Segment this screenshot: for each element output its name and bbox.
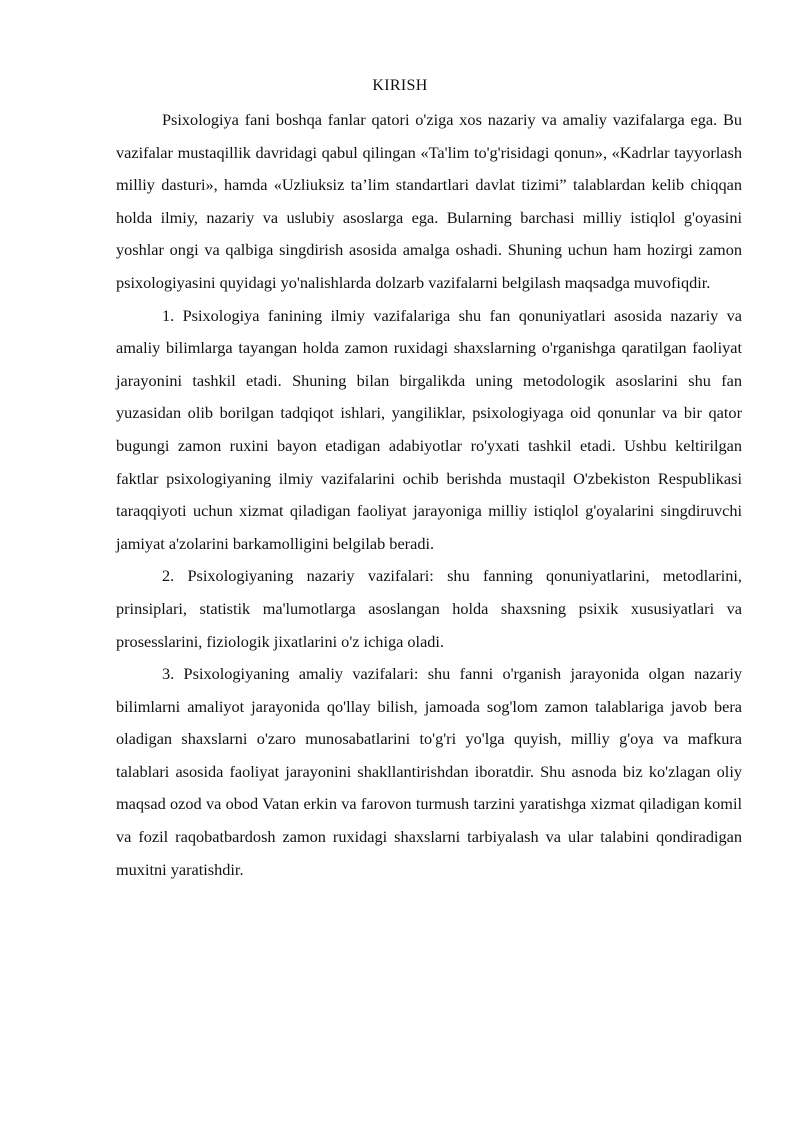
paragraph-intro: Psixologiya fani boshqa fanlar qatori o'ziga xos nazariy va amaliy vazifalarga ega. Bu vazifalar mustaqillik davridagi qabul qilingan «Ta'lim to'g'risidagi qonun», «Kadrlar tayyorlash milliy dasturi», hamda «Uzliuksiz ta’lim standartlari davlat tizimi” talablardan kelib chiqqan holda ilmiy, nazariy va uslubiy asoslarga ega. Bularning barchasi milliy istiqlol g'oyasini yoshlar ongi va qalbiga singdirish asosida amalga oshadi. Shuning uchun ham hozirgi zamon psixologiyasini quyidagi yo'nalishlarda dolzarb vazifalarni belgilash maqsadga muvofiqdir. — [116, 110, 742, 292]
paragraph-theoretical-tasks: 2. Psixologiyaning nazariy vazifalari: shu fanning qonuniyatlarini, metodlarini, prinsiplari, statistik ma'lumotlarga asoslangan holda shaxsning psixik xususiyatlari va prosesslarini, fiziologik jixatlarini o'z ichiga oladi. — [116, 566, 742, 651]
paragraph-scientific-tasks: 1. Psixologiya fanining ilmiy vazifalariga shu fan qonuniyatlari asosida nazariy va amaliy bilimlarga tayangan holda zamon ruxidagi shaxslarning o'rganishga qaratilgan faoliyat jarayonini tashkil etadi. Shuning bilan birgalikda uning metodologik asoslarini shu fan yuzasidan olib borilgan tadqiqot ishlari, yangiliklar, psixologiyaga oid qonunlar va bir qator bugungi zamon ruxini bayon etadigan adabiyotlar ro'yxati tashkil etadi. Ushbu keltirilgan faktlar psixologiyaning ilmiy vazifalarini ochib berishda mustaqil O'zbekiston Respublikasi taraqqiyoti uchun xizmat qiladigan faoliyat jarayoniga milliy istiqlol g'oyalarini singdiruvchi jamiyat a'zolarini barkamolligini belgilab beradi. — [116, 305, 742, 553]
document-title: KIRISH — [372, 77, 428, 94]
document-body — [116, 104, 742, 886]
paragraph-practical-tasks: 3. Psixologiyaning amaliy vazifalari: shu fanni o'rganish jarayonida olgan nazariy bilimlarni amaliyot jarayonida qo'llay bilish, jamoada sog'lom zamon talablariga javob bera oladigan shaxslarni o'zaro munosabatlarini to'g'ri yo'lga quyish, milliy g'oya va mafkura talablari asosida faoliyat jarayonini shakllantirishdan iboratdir. Shu asnoda biz ko'zlagan oliy maqsad ozod va obod Vatan erkin va farovon turmush tarzini yaratishga xizmat qiladigan komil va fozil raqobatbardosh zamon ruxidagi shaxslarni tarbiyalash va ular talabini qondiradigan muxitni yaratishdir. — [116, 664, 742, 879]
